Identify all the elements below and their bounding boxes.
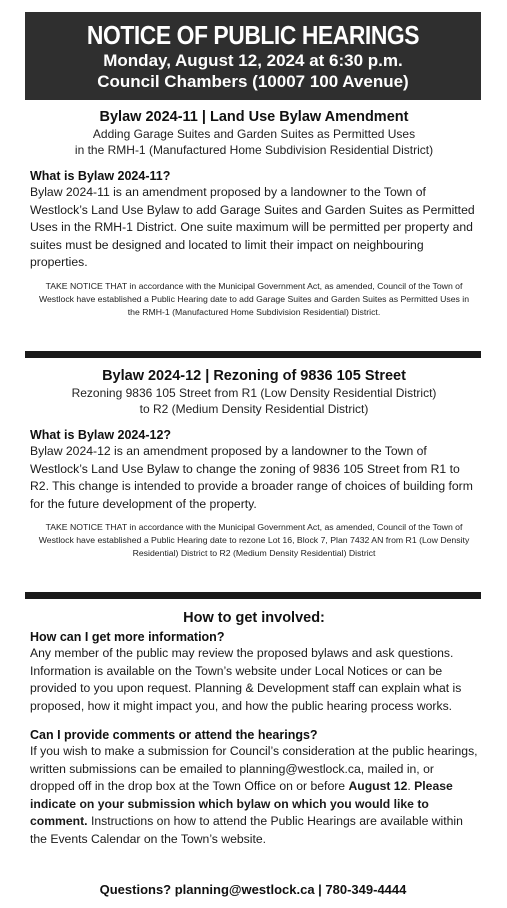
comments-question: Can I provide comments or attend the hearings? [30, 728, 318, 742]
comments-answer [30, 743, 478, 848]
deadline-date: August 12 [348, 779, 408, 793]
hearing-location: Council Chambers (10007 100 Avenue) [97, 72, 409, 91]
contact-footer: Questions? planning@westlock.ca | 780-349-4444 [99, 882, 407, 897]
bylaw-2024-12-subtitle-1: Rezoning 9836 105 Street from R1 (Low Density Residential District) [71, 386, 437, 400]
bylaw-2024-11-section [30, 108, 478, 319]
bylaw-2024-11-subtitle-2: in the RMH-1 (Manufactured Home Subdivision Residential District) [74, 143, 434, 157]
bylaw-2024-11-title: Bylaw 2024-11 | Land Use Bylaw Amendment [99, 109, 409, 125]
bylaw-2024-12-title: Bylaw 2024-12 | Rezoning of 9836 105 Street [102, 368, 406, 384]
bylaw-2024-11-body: Bylaw 2024-11 is an amendment proposed by a landowner to the Town of Westlock’s Land Use Bylaw to add Garage Suites and Garden Suites as Permitted Uses in the RMH-1 District. One suite maximum will be permitted per property and suites must be designed and located to limit their impact on neighbouring properties. [30, 185, 475, 269]
notice-header [25, 12, 481, 100]
get-involved-heading: How to get involved: [183, 610, 325, 626]
bylaw-2024-11-question: What is Bylaw 2024-11? [30, 169, 171, 183]
comments-answer-text: . [407, 779, 415, 793]
comments-answer-text: Instructions on how to attend the Public Hearings are available within the Events Calendar on the Town’s website. [30, 814, 463, 846]
get-involved-section [30, 609, 478, 848]
notice-title: NOTICE OF PUBLIC HEARINGS [86, 20, 420, 50]
more-info-question: How can I get more information? [30, 630, 225, 644]
hearing-date: Monday, August 12, 2024 at 6:30 p.m. [103, 51, 403, 70]
bylaw-2024-12-question: What is Bylaw 2024-12? [30, 428, 172, 442]
more-info-answer: Any member of the public may review the proposed bylaws and ask questions. Information is available on the Town’s website under Local Notices or can be provided to you upon request. Planning & Development staff can explain what is proposed, how it might impact you, and how the public hearing process works. [30, 646, 462, 713]
bylaw-2024-12-subtitle-2: to R2 (Medium Density Residential District) [139, 402, 369, 416]
submission-instruction: Please indicate on your submission which bylaw on which you would like to comment. [30, 779, 453, 828]
section-divider [25, 351, 481, 358]
bylaw-2024-12-body: Bylaw 2024-12 is an amendment proposed by a landowner to the Town of Westlock’s Land Use Bylaw to change the zoning of 9836 105 Street from R1 to R2. This change is intended to provide a broader range of choices of building form for the future development of the property. [30, 444, 473, 511]
bylaw-2024-12-section [30, 367, 478, 560]
section-divider [25, 592, 481, 599]
bylaw-2024-12-notice: TAKE NOTICE THAT in accordance with the Municipal Government Act, as amended, Council of the Town of Westlock have established a Public Hearing date to rezone Lot 16, Block 7, Plan 7432 AN from R1 (Low Density Residential) District to R2 (Medium Density Residential) District [38, 522, 470, 558]
comments-answer-text: If you wish to make a submission for Council’s consideration at the public hearings, written submissions can be emailed to planning@westlock.ca, mailed in, or dropped off in the drop box at the Town Office on or before [30, 744, 478, 793]
bylaw-2024-11-subtitle-1: Adding Garage Suites and Garden Suites as Permitted Uses [92, 127, 416, 141]
bylaw-2024-11-notice: TAKE NOTICE THAT in accordance with the Municipal Government Act, as amended, Council of the Town of Westlock have established a Public Hearing date to add Garage Suites and Garden Suites as Permitted Uses in the RMH-1 (Manufactured Home Subdivision Residential) District. [38, 280, 470, 317]
